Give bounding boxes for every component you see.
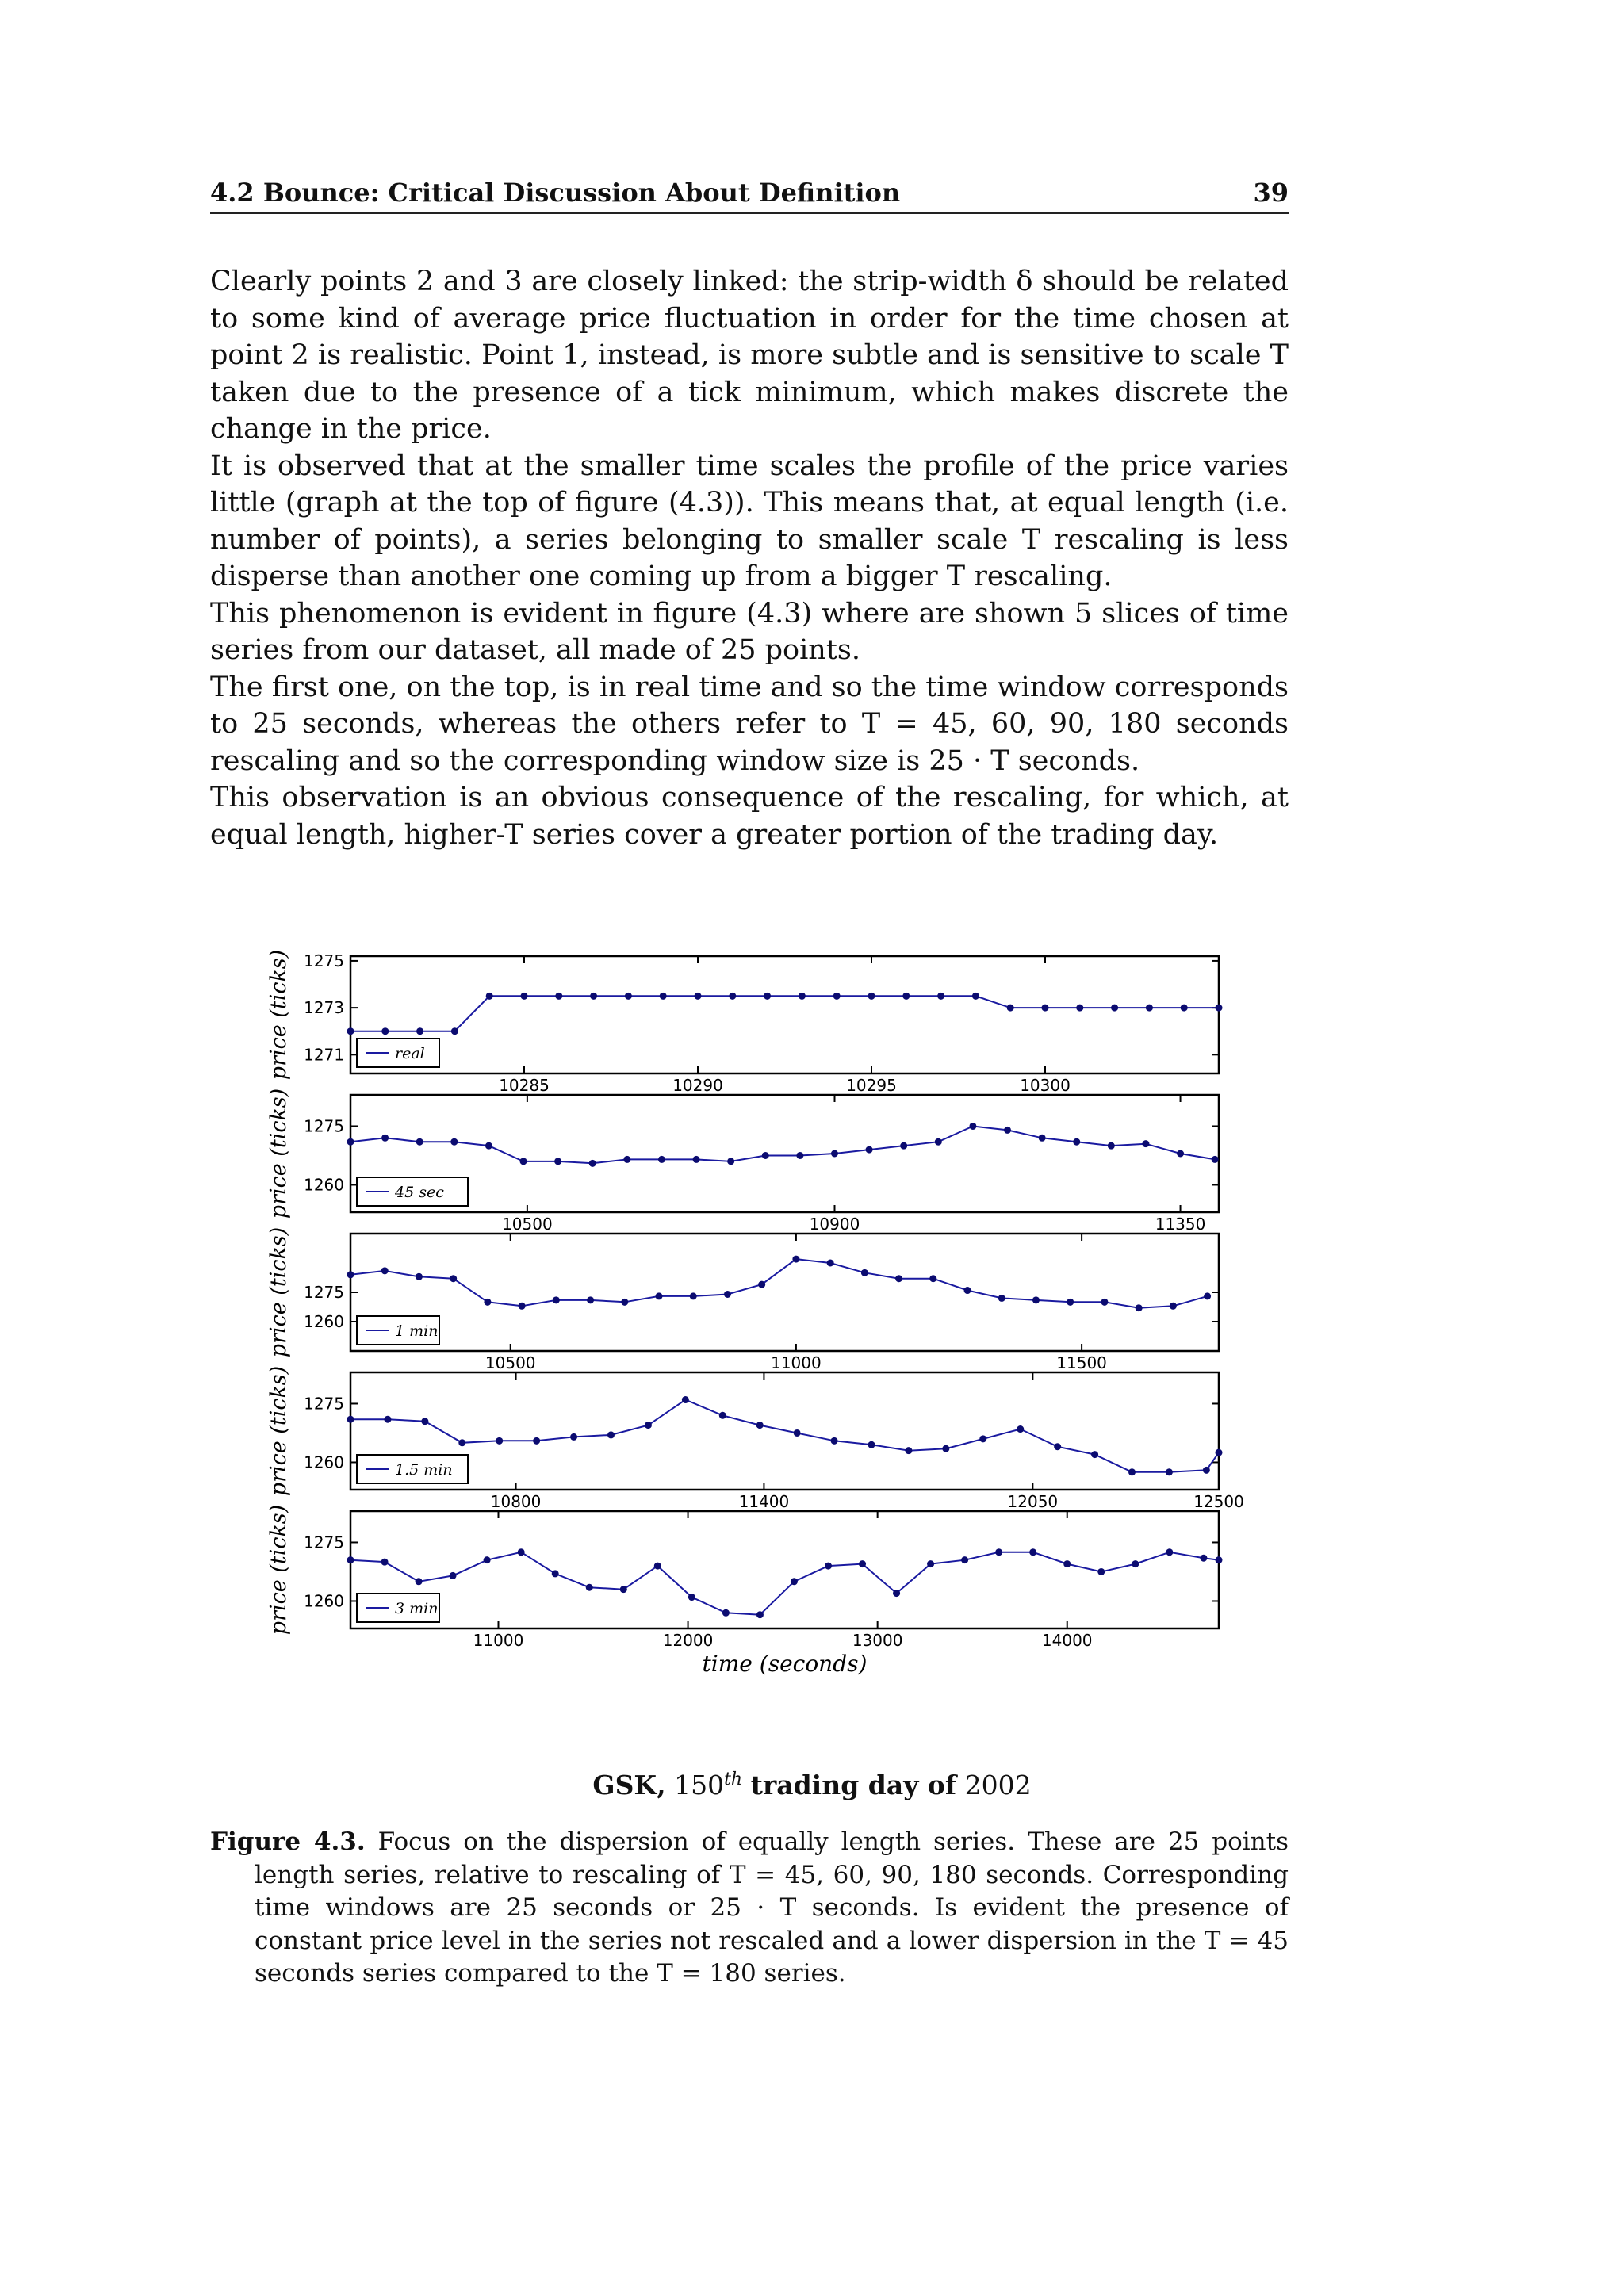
data-point [1142,1140,1149,1147]
data-point [927,1560,934,1567]
data-point [1108,1142,1115,1150]
data-point [1067,1299,1074,1306]
data-point [625,993,632,1000]
legend [357,1039,439,1067]
figure-title-middle: trading day of [750,1770,957,1800]
y-tick-label: 1275 [304,1533,344,1552]
data-point [799,993,806,1000]
x-axis-label: time (seconds) [702,1651,868,1677]
data-point [1212,1156,1219,1163]
data-point [868,993,875,1000]
x-tick-label: 10500 [485,1353,536,1372]
data-point [381,1135,389,1142]
data-point [347,1138,354,1146]
x-tick-label: 10300 [1020,1076,1071,1095]
data-point [520,1158,527,1165]
y-tick-label: 1260 [304,1175,344,1195]
data-point [485,1142,492,1150]
chart-panel-3 [266,1227,1219,1372]
y-axis-label: price (ticks) [266,949,291,1081]
data-point [518,1548,525,1556]
data-point [764,993,771,1000]
data-point [347,1271,354,1278]
data-point [1200,1555,1207,1562]
data-point [1146,1004,1153,1012]
data-point [729,993,736,1000]
y-tick-label: 1260 [304,1591,344,1611]
figure-title-year: 2002 [964,1770,1032,1800]
data-point [458,1439,465,1446]
data-point [866,1146,873,1154]
data-point [486,993,493,1000]
data-point [1177,1150,1184,1158]
data-point [693,1156,700,1163]
data-point [719,1412,726,1419]
legend [357,1316,439,1345]
data-point [1039,1135,1046,1142]
x-tick-label: 11350 [1155,1215,1206,1234]
data-point [623,1156,630,1163]
data-point [895,1275,902,1282]
data-point [620,1586,627,1593]
data-point [929,1275,936,1282]
y-tick-label: 1275 [304,951,344,970]
y-axis-label: price (ticks) [266,1226,291,1358]
data-point [553,1296,560,1303]
y-tick-label: 1275 [304,1394,344,1414]
x-tick-label: 12050 [1007,1492,1059,1511]
data-point [496,1437,503,1445]
data-point [1203,1467,1210,1474]
data-point [762,1152,769,1159]
data-point [688,1594,695,1601]
data-point [1054,1443,1061,1450]
data-point [1097,1568,1105,1575]
data-point [727,1158,734,1165]
data-point [381,1559,389,1566]
data-point [555,993,562,1000]
data-point [1007,1004,1014,1012]
data-point [1166,1548,1173,1556]
data-point [654,1563,661,1570]
data-point [1166,1468,1173,1475]
data-point [979,1435,986,1442]
data-point [1216,1004,1223,1012]
data-point [1032,1296,1040,1303]
data-point [1004,1127,1011,1134]
chart-panel-2 [266,1089,1219,1234]
x-tick-label: 10500 [502,1215,553,1234]
data-point [1128,1468,1136,1475]
figure-title-number: 150 [674,1770,725,1800]
y-axis-label: price (ticks) [266,1365,291,1497]
data-point [1216,1449,1223,1456]
figure-title-sup: th [724,1770,743,1789]
x-tick-label: 11500 [1056,1353,1107,1372]
chart-panel-5 [266,1505,1223,1677]
data-point [1017,1425,1024,1433]
data-point [859,1560,866,1567]
data-point [722,1609,730,1617]
legend [357,1455,468,1483]
data-point [552,1570,559,1577]
y-tick-label: 1271 [304,1045,344,1065]
x-tick-label: 11000 [473,1631,524,1650]
data-point [724,1291,731,1298]
data-point [416,1027,423,1035]
data-point [484,1299,491,1306]
data-point [1136,1304,1143,1311]
data-point [756,1422,764,1429]
data-point [1111,1004,1118,1012]
y-axis-label: price (ticks) [266,1088,291,1219]
data-point [587,1296,594,1303]
legend [357,1177,468,1206]
data-point [792,1256,799,1263]
data-point [347,1416,354,1423]
data-point [893,1590,900,1597]
caption-label: Figure 4.3. [210,1827,366,1856]
data-point [825,1563,832,1570]
figure-title [0,1770,1624,1800]
data-point [1063,1560,1071,1567]
body-text [210,263,1289,853]
legend-label: 1 min [395,1322,439,1340]
data-point [554,1158,561,1165]
x-tick-label: 10290 [672,1076,723,1095]
data-point [796,1152,803,1159]
data-point [589,1160,596,1167]
plot-frame [350,1234,1219,1351]
plot-frame [350,956,1219,1073]
data-point [347,1556,354,1563]
data-point [381,1267,389,1274]
paragraph: The first one, on the top, is in real time and so the time window corresponds to 25 seconds, whereas the others refer to T = 45, 60, 90, 180 seconds rescaling and so the corresponding window size is 25 · T seconds. [210,671,1289,777]
y-tick-label: 1275 [304,1116,344,1136]
caption-text: Focus on the dispersion of equally length series. These are 25 points length series, relative to rescaling of T = 45, 60, 90, 180 seconds. Corresponding time windows are 25 seconds or 25 · T seconds. Is evident the presence of constant price level in the series not rescaled and a lower dispersion in the T = 45 seconds series compared to the T = 180 series. [255,1827,1289,1988]
data-point [521,993,528,1000]
legend-label: real [395,1045,425,1062]
data-point [450,1572,457,1579]
paragraph: This observation is an obvious consequence of the rescaling, for which, at equal length, higher-T series cover a greater portion of the trading day. [210,782,1289,851]
data-point [937,993,944,1000]
paragraph: This phenomenon is evident in figure (4.3) where are shown 5 slices of time series from our dataset, all made of 25 points. [210,597,1289,666]
data-point [660,993,667,1000]
legend [357,1594,439,1622]
data-point [381,1027,389,1035]
data-point [1181,1004,1188,1012]
data-point [519,1303,526,1310]
data-point [833,993,841,1000]
data-point [656,1292,663,1299]
data-point [416,1138,423,1146]
data-point [756,1611,764,1618]
data-point [450,1275,457,1282]
data-point [682,1396,689,1403]
data-point [421,1418,428,1425]
data-point [450,1138,458,1146]
data-point [972,993,979,1000]
x-tick-label: 10900 [809,1215,860,1234]
x-tick-label: 12000 [662,1631,714,1650]
page-number: 39 [1253,178,1289,208]
plot-frame [350,1511,1219,1628]
data-point [690,1292,697,1299]
figure-title-prefix: GSK, [592,1770,666,1800]
paragraph: It is observed that at the smaller time scales the profile of the price varies little (graph at the top of figure (4.3)). This means that, at equal length (i.e. number of points), a series belonging to smaller scale T rescaling is less disperse than another one coming up from a bigger T rescaling. [210,450,1289,592]
data-point [484,1556,491,1563]
chart-panel-1 [266,950,1223,1095]
data-point [758,1281,765,1288]
y-axis-label: price (ticks) [266,1504,291,1636]
data-point [827,1260,834,1267]
x-tick-label: 11000 [771,1353,822,1372]
x-tick-label: 13000 [852,1631,903,1650]
y-tick-label: 1260 [304,1452,344,1472]
data-point [1216,1556,1223,1563]
data-point [1091,1451,1098,1458]
data-point [995,1548,1002,1556]
x-tick-label: 10295 [846,1076,897,1095]
x-tick-label: 10800 [490,1492,542,1511]
data-point [416,1578,423,1585]
figure-caption [210,1826,1289,1991]
legend-label: 3 min [395,1600,439,1617]
data-point [621,1299,628,1306]
data-point [794,1429,801,1437]
data-point [861,1269,868,1276]
data-point [658,1156,665,1163]
data-point [900,1142,907,1150]
x-tick-label: 12500 [1193,1492,1244,1511]
data-point [831,1437,838,1445]
data-point [902,993,910,1000]
data-point [791,1578,798,1585]
data-point [1076,1004,1083,1012]
data-point [964,1287,971,1294]
data-point [645,1422,652,1429]
data-point [969,1123,976,1130]
data-point [1042,1004,1049,1012]
data-point [1204,1292,1211,1299]
x-tick-label: 14000 [1041,1631,1093,1650]
data-point [942,1445,949,1452]
plot-frame [350,1095,1219,1212]
data-point [586,1584,593,1591]
y-tick-label: 1273 [304,998,344,1018]
paragraph: Clearly points 2 and 3 are closely linked: the strip-width δ should be related to some kind of average price fluctuation in order for the time chosen at point 2 is realistic. Point 1, instead, is more subtle and is sensitive to scale T taken due to the presence of a tick minimum, which makes discrete the change in the price. [210,266,1289,445]
data-point [1132,1560,1139,1567]
data-point [935,1138,942,1146]
data-point [868,1441,875,1448]
data-point [998,1295,1005,1302]
chart-panel-4 [266,1366,1244,1511]
data-point [533,1437,540,1445]
y-tick-label: 1275 [304,1283,344,1302]
x-tick-label: 10285 [499,1076,550,1095]
legend-label: 1.5 min [395,1461,453,1479]
data-point [347,1027,354,1035]
data-point [961,1556,968,1563]
data-point [451,1027,458,1035]
data-point [590,993,597,1000]
legend-label: 45 sec [395,1184,444,1201]
data-point [1101,1299,1108,1306]
data-point [384,1416,391,1423]
data-point [831,1150,838,1158]
figure-4-3-chart [262,936,1269,1697]
data-point [607,1431,615,1438]
data-point [570,1433,577,1441]
data-point [1073,1138,1080,1146]
x-tick-label: 11400 [738,1492,790,1511]
page-header [210,176,1289,214]
data-point [695,993,702,1000]
section-title: 4.2 Bounce: Critical Discussion About Definition [210,178,901,208]
y-tick-label: 1260 [304,1312,344,1331]
data-point [416,1273,423,1280]
data-point [1029,1548,1036,1556]
data-point [905,1447,912,1454]
data-point [1170,1303,1177,1310]
